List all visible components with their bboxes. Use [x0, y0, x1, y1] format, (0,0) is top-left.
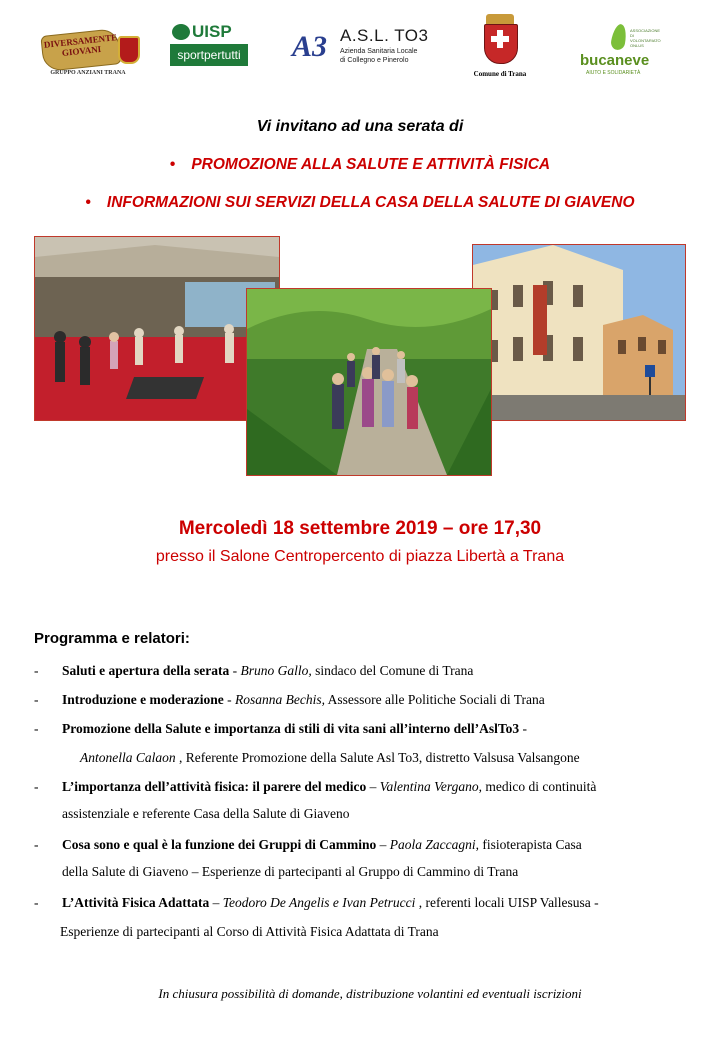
topic-2 — [0, 194, 720, 212]
dash-icon: - — [34, 895, 39, 910]
dash-icon: - — [34, 692, 39, 707]
program-item-text: L’importanza dell’attività fisica: il parere del medico – Valentina Vergano, medico di continuità — [62, 779, 597, 794]
program-title: Programma e relatori: — [34, 630, 190, 647]
program-item-text: Cosa sono e qual è la funzione dei Gruppi di Cammino – Paola Zaccagni, fisioterapista Casa — [62, 837, 582, 852]
program-item-text: Esperienze di partecipanti al Corso di Attività Fisica Adattata di Trana — [60, 924, 439, 939]
dash-icon: - — [34, 663, 39, 678]
asl-mark-icon: A3 — [292, 30, 328, 63]
diversamente-giovani-logo — [40, 22, 140, 84]
uisp-name: UISP — [192, 22, 232, 41]
asl-line-2: di Collegno e Pinerolo — [340, 57, 409, 64]
topic-1 — [0, 156, 720, 174]
bullet-icon: • — [169, 156, 176, 173]
partner-logos — [0, 14, 720, 84]
program-item-text: della Salute di Giaveno – Esperienze di partecipanti al Gruppo di Cammino di Trana — [62, 864, 519, 879]
bucaneve-name: bucaneve — [580, 52, 650, 69]
walking-group-illustration — [247, 289, 491, 475]
comune-label: Comune di Trana — [473, 70, 527, 78]
diversamente-giovani-sub: GRUPPO ANZIANI TRANA — [50, 70, 126, 76]
snowdrop-icon — [610, 23, 628, 51]
topic-2-text: INFORMAZIONI SUI SERVIZI DELLA CASA DELLA SALUTE DI GIAVENO — [106, 194, 635, 211]
bucaneve-logo — [578, 22, 661, 80]
dash-icon: - — [34, 779, 39, 794]
program-item-text: Saluti e apertura della serata - Bruno Gallo, sindaco del Comune di Trana — [62, 663, 474, 678]
uisp-mark-icon — [172, 24, 190, 40]
bucaneve-assoc: ASSOCIAZIONE DI VOLONTARIATO ONLUS — [630, 28, 661, 48]
dash-icon: - — [34, 837, 39, 852]
event-place: presso il Salone Centropercento di piazza Libertà a Trana — [155, 548, 565, 565]
casa-della-salute-photo — [472, 244, 686, 421]
building-illustration — [473, 245, 685, 420]
program-item-text: Antonella Calaon , Referente Promozione della Salute Asl To3, distretto Valsusa Valsangone — [80, 750, 580, 765]
bullet-icon: • — [85, 194, 91, 211]
topic-1-text: PROMOZIONE ALLA SALUTE E ATTIVITÀ FISICA — [191, 156, 551, 173]
crown-icon — [486, 14, 514, 24]
dash-icon: - — [34, 721, 39, 736]
gym-class-illustration — [35, 237, 279, 420]
program-item-text: Promozione della Salute e importanza di stili di vita sani all’interno dell’AslTo3 - — [62, 721, 528, 736]
program-item-text: Introduzione e moderazione - Rosanna Bechis, Assessore alle Politiche Sociali di Trana — [62, 692, 545, 707]
asl-name: A.S.L. TO3 — [340, 26, 429, 45]
uisp-logo — [170, 22, 250, 72]
program-item-text: L’Attività Fisica Adattata – Teodoro De Angelis e Ivan Petrucci , referenti locali UISP Vallesusa - — [62, 895, 599, 910]
asl-to3-logo — [292, 24, 437, 74]
gym-class-photo — [34, 236, 280, 421]
program-item-text: assistenziale e referente Casa della Salute di Giaveno — [62, 806, 350, 821]
crest-icon — [118, 36, 140, 64]
asl-line-1: Azienda Sanitaria Locale — [340, 48, 418, 55]
bucaneve-sub: AIUTO E SOLIDARIETÀ — [586, 70, 641, 76]
invite-heading: Vi invitano ad una serata di — [256, 118, 464, 135]
uisp-tagline: sportpertutti — [170, 44, 248, 66]
walking-group-photo — [246, 288, 492, 476]
closing-note: In chiusura possibilità di domande, distribuzione volantini ed eventuali iscrizioni — [158, 986, 582, 1001]
event-date-time: Mercoledì 18 settembre 2019 – ore 17,30 — [178, 518, 542, 539]
cross-icon-bar — [491, 36, 509, 42]
diversamente-giovani-text: DIVERSAMENTE GIOVANI — [43, 32, 118, 59]
comune-di-trana-logo — [470, 14, 530, 84]
